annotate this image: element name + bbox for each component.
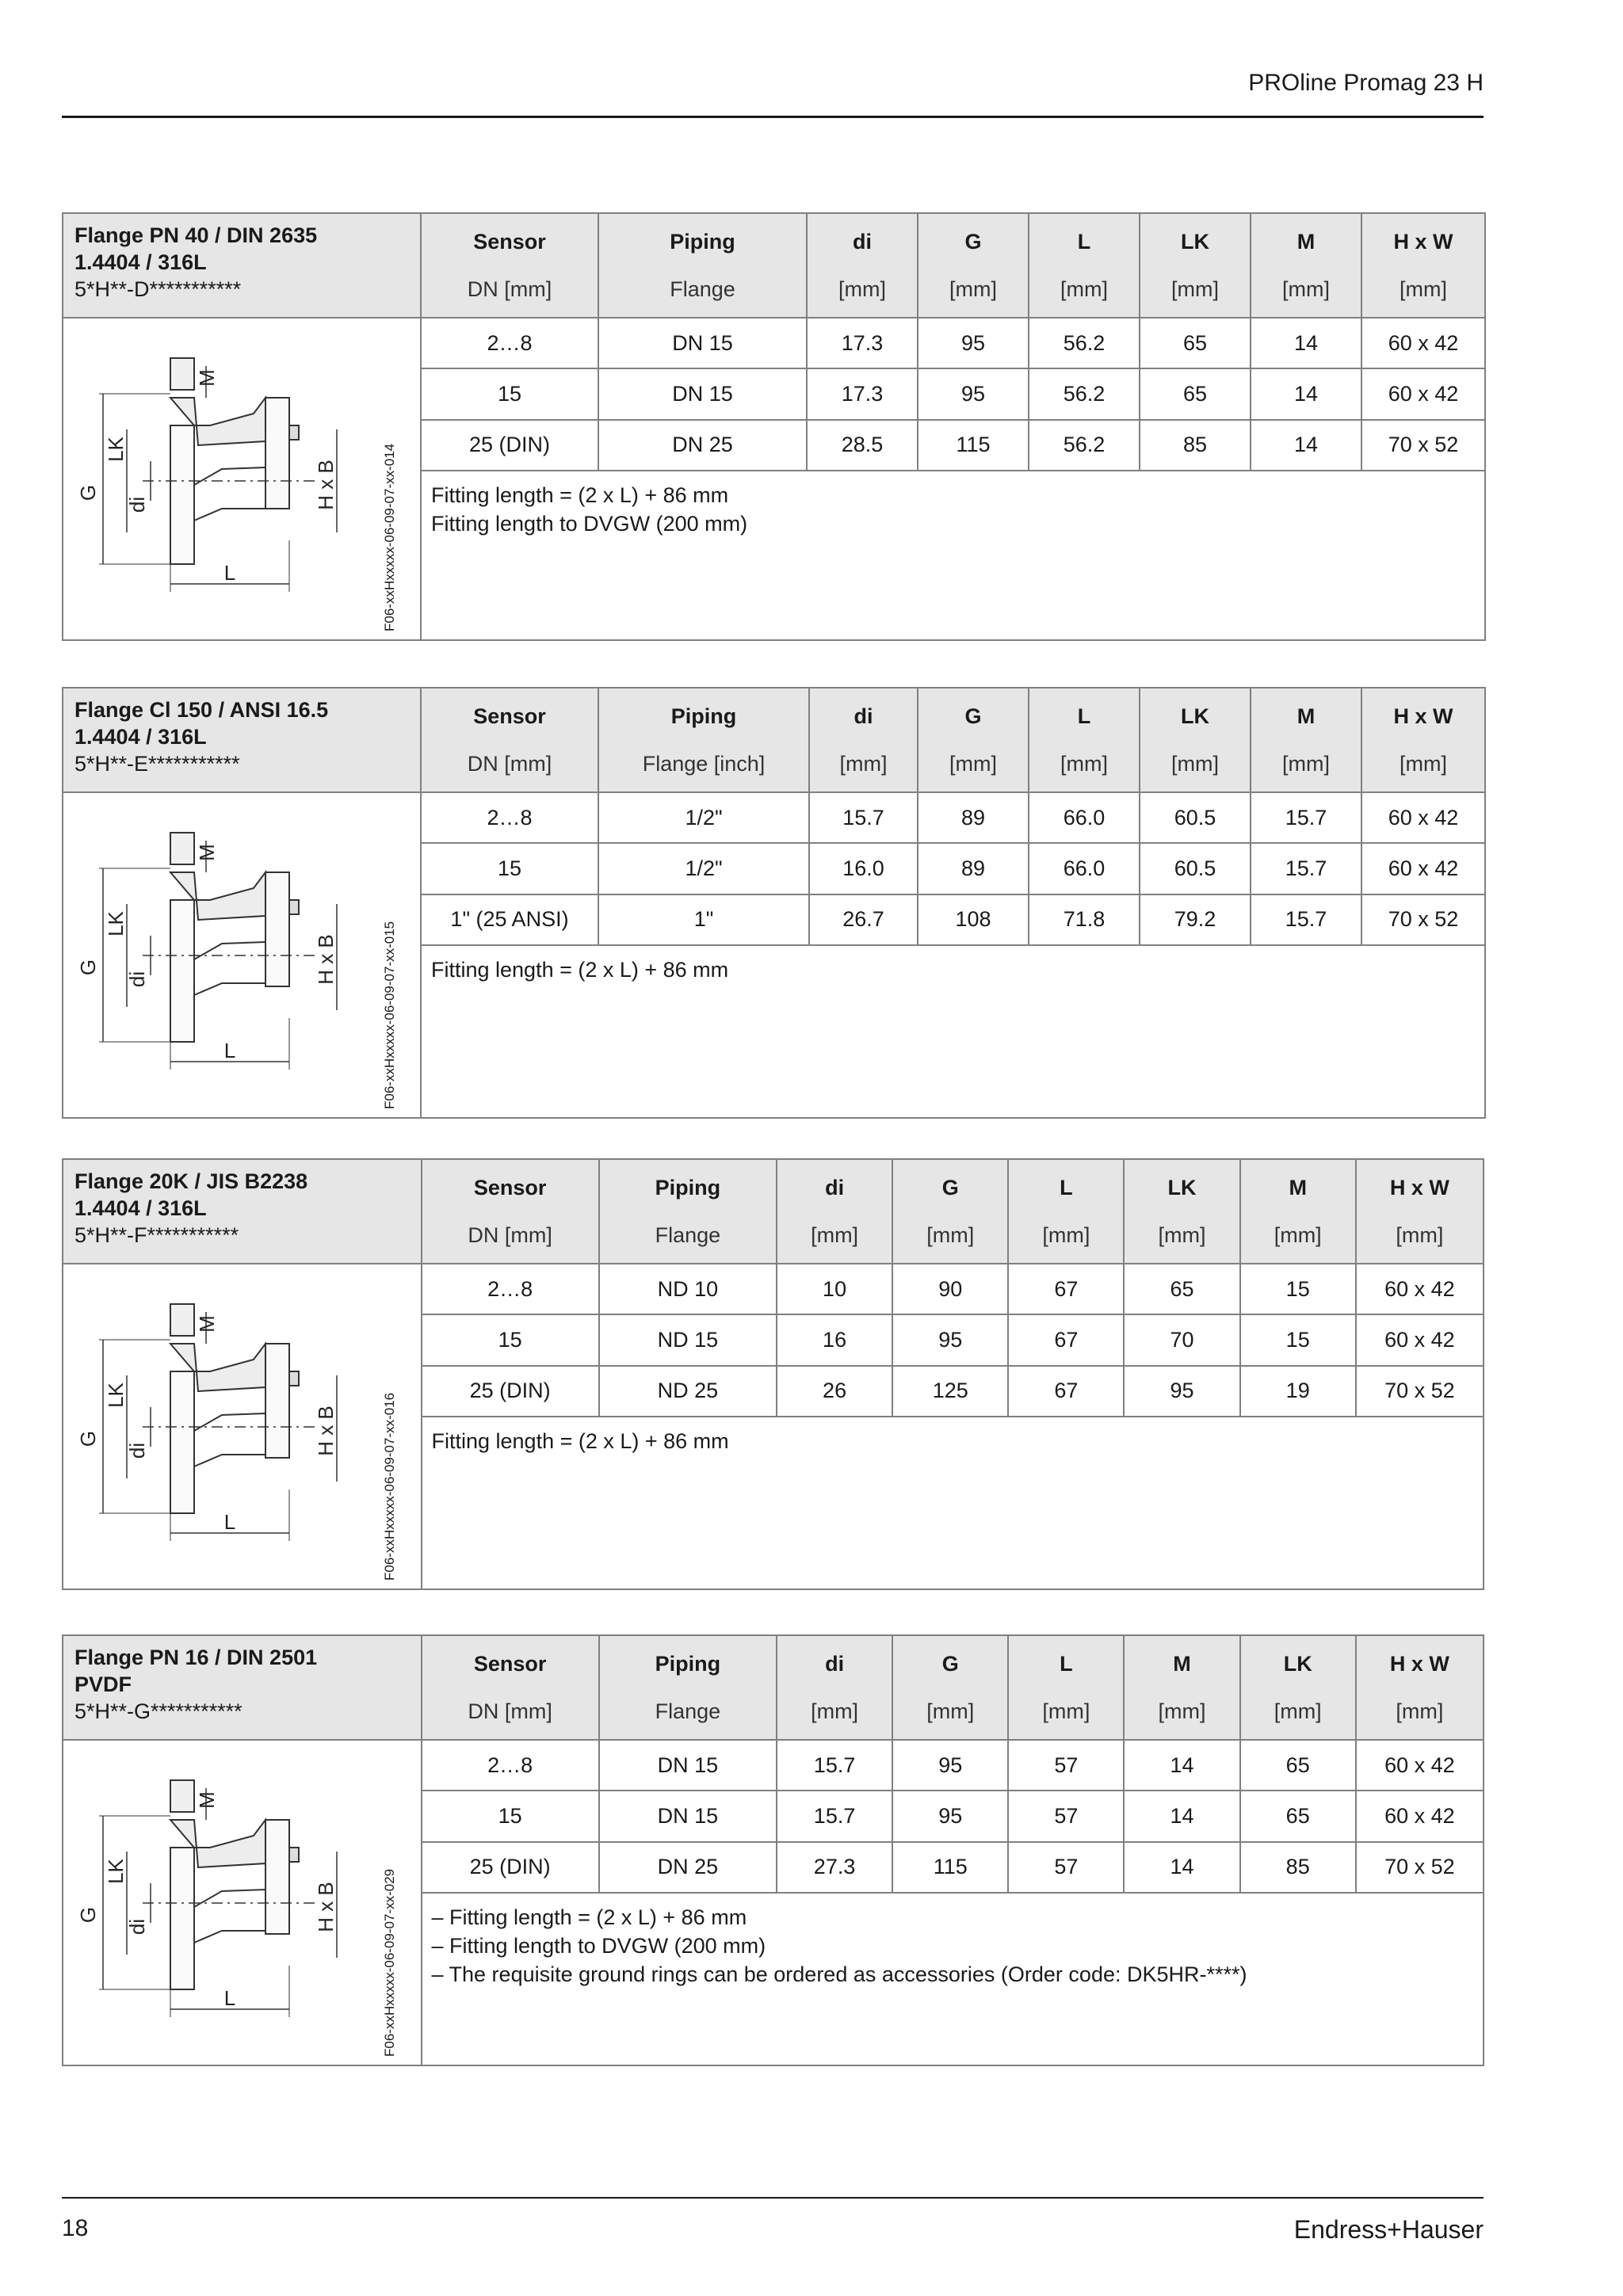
flange-drawing bbox=[63, 1264, 420, 1589]
column-header: L bbox=[1008, 1635, 1124, 1684]
table-cell: 17.3 bbox=[807, 368, 918, 419]
label-g: G bbox=[76, 484, 100, 502]
table-cell: 15.7 bbox=[1251, 843, 1361, 894]
table-cell: DN 25 bbox=[599, 1842, 777, 1893]
table-cell: 57 bbox=[1008, 1791, 1124, 1841]
note-line: – The requisite ground rings can be ordered as accessories (Order code: DK5HR-****) bbox=[431, 1962, 1247, 1986]
flange-drawing bbox=[63, 318, 420, 639]
table-cell: 15 bbox=[421, 368, 598, 419]
table-cell: 70 x 52 bbox=[1361, 894, 1485, 945]
column-header: L bbox=[1008, 1159, 1124, 1208]
table-cell: 60.5 bbox=[1140, 843, 1251, 894]
table-cell: 67 bbox=[1008, 1366, 1124, 1417]
column-header: G bbox=[892, 1635, 1008, 1684]
table-title-line: 1.4404 / 316L bbox=[74, 250, 207, 274]
table-cell: 125 bbox=[892, 1366, 1008, 1417]
column-header: H x W bbox=[1361, 688, 1485, 737]
drawing-cell bbox=[63, 792, 421, 1118]
flange-plate-right bbox=[265, 398, 289, 509]
table-title-line: PVDF bbox=[74, 1672, 132, 1696]
note-line: Fitting length = (2 x L) + 86 mm bbox=[431, 957, 729, 982]
flange-top-hub bbox=[170, 833, 194, 864]
column-header: Piping bbox=[599, 1635, 777, 1684]
table-cell: 89 bbox=[918, 843, 1029, 894]
column-header: Piping bbox=[599, 1159, 777, 1208]
drawing-cell bbox=[63, 1740, 422, 2065]
flange-plate-right bbox=[265, 1344, 289, 1458]
column-unit: [mm] bbox=[1361, 737, 1485, 792]
column-header: G bbox=[892, 1159, 1008, 1208]
table-cell: 95 bbox=[918, 368, 1029, 419]
flange-drawing bbox=[63, 793, 420, 1117]
flange-dimension-table bbox=[62, 1158, 1484, 1590]
table-cell: 57 bbox=[1008, 1842, 1124, 1893]
table-cell: DN 15 bbox=[599, 1740, 777, 1791]
column-unit: [mm] bbox=[1029, 262, 1140, 318]
table-cell: 15.7 bbox=[777, 1740, 892, 1791]
table-cell: 14 bbox=[1251, 318, 1361, 368]
table-cell: 15 bbox=[1240, 1264, 1356, 1314]
flange-top-hub bbox=[170, 358, 194, 390]
table-notes bbox=[421, 471, 1485, 640]
label-hxb: H x B bbox=[314, 1882, 338, 1932]
column-unit: [mm] bbox=[1356, 1208, 1484, 1264]
table-cell: 15 bbox=[422, 1791, 599, 1841]
ground-screw bbox=[289, 425, 299, 440]
table-cell: 2…8 bbox=[422, 1264, 599, 1314]
label-m: M bbox=[195, 1315, 219, 1333]
table-row bbox=[63, 1740, 1484, 1791]
flange-plate-left bbox=[170, 1848, 194, 1989]
table-cell: 60 x 42 bbox=[1356, 1314, 1484, 1365]
column-unit: Flange bbox=[598, 262, 807, 318]
column-header: Sensor bbox=[421, 213, 598, 262]
table-cell: 1/2" bbox=[598, 792, 809, 843]
flange-top-hub bbox=[170, 1304, 194, 1336]
order-code: 5*H**-F*********** bbox=[74, 1223, 239, 1247]
table-cell: ND 15 bbox=[599, 1314, 777, 1365]
ground-screw bbox=[289, 1371, 299, 1386]
table-title-line: 1.4404 / 316L bbox=[74, 1196, 207, 1220]
table-cell: 14 bbox=[1124, 1842, 1239, 1893]
table-cell: 70 x 52 bbox=[1356, 1366, 1484, 1417]
column-header: LK bbox=[1140, 213, 1251, 262]
table-cell: 95 bbox=[1124, 1366, 1239, 1417]
table-cell: 26 bbox=[777, 1366, 892, 1417]
column-header: Sensor bbox=[421, 688, 598, 737]
running-header-title: PROline Promag 23 H bbox=[1248, 70, 1484, 96]
column-unit: [mm] bbox=[777, 1684, 892, 1740]
table-cell: 56.2 bbox=[1029, 368, 1140, 419]
table-cell: 108 bbox=[918, 894, 1029, 945]
table-cell: 2…8 bbox=[422, 1740, 599, 1791]
table-cell: 60 x 42 bbox=[1356, 1264, 1484, 1314]
table-cell: 95 bbox=[892, 1791, 1008, 1841]
table-cell: 1" bbox=[598, 894, 809, 945]
table-cell: 14 bbox=[1251, 420, 1361, 471]
column-unit: [mm] bbox=[1140, 262, 1251, 318]
column-header: LK bbox=[1140, 688, 1251, 737]
table-cell: 56.2 bbox=[1029, 420, 1140, 471]
label-lk: LK bbox=[104, 911, 128, 936]
column-unit: [mm] bbox=[1008, 1208, 1124, 1264]
table-title-block bbox=[63, 213, 421, 318]
table-cell: 27.3 bbox=[777, 1842, 892, 1893]
column-header: Piping bbox=[598, 688, 809, 737]
label-lk: LK bbox=[104, 1859, 128, 1884]
flange-plate-right bbox=[265, 1820, 289, 1934]
label-m: M bbox=[195, 844, 219, 861]
table-cell: 60 x 42 bbox=[1361, 368, 1485, 419]
table-cell: 25 (DIN) bbox=[422, 1842, 599, 1893]
column-header: di bbox=[807, 213, 918, 262]
column-unit: [mm] bbox=[1356, 1684, 1484, 1740]
table-cell: 15 bbox=[1240, 1314, 1356, 1365]
table-cell: 65 bbox=[1140, 318, 1251, 368]
note-line: Fitting length = (2 x L) + 86 mm bbox=[431, 1428, 729, 1453]
table-title-line: Flange Cl 150 / ANSI 16.5 bbox=[74, 698, 329, 722]
table-title-line: Flange PN 40 / DIN 2635 bbox=[74, 223, 318, 247]
table-cell: 57 bbox=[1008, 1740, 1124, 1791]
figure-code: F06-xxHxxxxx-06-09-07-xx-029 bbox=[382, 1868, 397, 2057]
column-unit: [mm] bbox=[892, 1208, 1008, 1264]
column-unit: [mm] bbox=[918, 262, 1029, 318]
column-unit: [mm] bbox=[918, 737, 1029, 792]
label-di: di bbox=[125, 1442, 149, 1459]
column-unit: [mm] bbox=[1124, 1208, 1239, 1264]
table-cell: 10 bbox=[777, 1264, 892, 1314]
table-cell: 67 bbox=[1008, 1314, 1124, 1365]
note-line: – Fitting length = (2 x L) + 86 mm bbox=[431, 1905, 747, 1929]
drawing-cell bbox=[63, 318, 421, 640]
table-cell: 17.3 bbox=[807, 318, 918, 368]
pipe-taper bbox=[194, 1890, 265, 1943]
column-unit: [mm] bbox=[1008, 1684, 1124, 1740]
flange-plate-left bbox=[170, 425, 194, 564]
table-cell: DN 15 bbox=[599, 1791, 777, 1841]
column-header: M bbox=[1124, 1635, 1239, 1684]
table-title-block bbox=[63, 1159, 422, 1264]
column-header: M bbox=[1251, 688, 1361, 737]
label-di: di bbox=[125, 1918, 149, 1936]
order-code: 5*H**-G*********** bbox=[74, 1699, 242, 1723]
table-cell: 67 bbox=[1008, 1264, 1124, 1314]
column-header: H x W bbox=[1356, 1159, 1484, 1208]
figure-code: F06-xxHxxxxx-06-09-07-xx-015 bbox=[382, 921, 397, 1109]
column-unit: [mm] bbox=[1029, 737, 1140, 792]
table-cell: 14 bbox=[1124, 1791, 1239, 1841]
ground-screw bbox=[289, 1848, 299, 1862]
footer-rule bbox=[62, 2197, 1484, 2199]
column-unit: [mm] bbox=[807, 262, 918, 318]
note-line: Fitting length to DVGW (200 mm) bbox=[431, 511, 748, 536]
table-cell: 115 bbox=[918, 420, 1029, 471]
table-cell: 15 bbox=[421, 843, 598, 894]
column-unit: [mm] bbox=[1361, 262, 1485, 318]
flange-top-hub bbox=[170, 1780, 194, 1812]
column-unit: DN [mm] bbox=[422, 1208, 599, 1264]
table-cell: 28.5 bbox=[807, 420, 918, 471]
header-rule bbox=[62, 116, 1484, 118]
table-cell: 79.2 bbox=[1140, 894, 1251, 945]
table-cell: 70 x 52 bbox=[1356, 1842, 1484, 1893]
table-cell: 16.0 bbox=[809, 843, 918, 894]
flange-dimension-table bbox=[62, 1634, 1484, 2066]
table-cell: 15.7 bbox=[777, 1791, 892, 1841]
figure-code: F06-xxHxxxxx-06-09-07-xx-014 bbox=[382, 443, 397, 631]
column-header: M bbox=[1240, 1159, 1356, 1208]
column-header: LK bbox=[1124, 1159, 1239, 1208]
label-lk: LK bbox=[104, 437, 128, 462]
table-cell: 26.7 bbox=[809, 894, 918, 945]
column-header: di bbox=[809, 688, 918, 737]
table-cell: 2…8 bbox=[421, 792, 598, 843]
table-cell: 85 bbox=[1240, 1842, 1356, 1893]
table-cell: 16 bbox=[777, 1314, 892, 1365]
table-title-line: Flange PN 16 / DIN 2501 bbox=[74, 1646, 318, 1669]
label-m: M bbox=[195, 1791, 219, 1809]
column-unit: DN [mm] bbox=[421, 262, 598, 318]
table-cell: 65 bbox=[1240, 1740, 1356, 1791]
table-cell: 66.0 bbox=[1029, 843, 1140, 894]
column-unit: Flange [inch] bbox=[598, 737, 809, 792]
table-cell: 15.7 bbox=[1251, 894, 1361, 945]
table-cell: 95 bbox=[892, 1314, 1008, 1365]
page-number: 18 bbox=[62, 2215, 89, 2241]
column-header: G bbox=[918, 688, 1029, 737]
column-unit: [mm] bbox=[1140, 737, 1251, 792]
flange-plate-left bbox=[170, 900, 194, 1042]
table-cell: 90 bbox=[892, 1264, 1008, 1314]
table-cell: 60 x 42 bbox=[1356, 1791, 1484, 1841]
column-header: L bbox=[1029, 213, 1140, 262]
flange-plate-right bbox=[265, 872, 289, 986]
pipe-taper bbox=[194, 467, 265, 521]
table-cell: 65 bbox=[1124, 1264, 1239, 1314]
table-notes bbox=[422, 1417, 1484, 1589]
table-cell: ND 10 bbox=[599, 1264, 777, 1314]
table-cell: 95 bbox=[918, 318, 1029, 368]
flange-dimension-table bbox=[62, 212, 1486, 641]
label-di: di bbox=[125, 971, 149, 988]
label-g: G bbox=[76, 1430, 100, 1447]
table-title-block bbox=[63, 1635, 422, 1740]
column-header: LK bbox=[1240, 1635, 1356, 1684]
order-code: 5*H**-D*********** bbox=[74, 277, 242, 301]
table-cell: DN 15 bbox=[598, 368, 807, 419]
ground-screw bbox=[289, 900, 299, 914]
table-cell: 15.7 bbox=[809, 792, 918, 843]
table-cell: 60.5 bbox=[1140, 792, 1251, 843]
figure-code: F06-xxHxxxxx-06-09-07-xx-016 bbox=[382, 1392, 397, 1581]
column-unit: [mm] bbox=[777, 1208, 892, 1264]
flange-drawing bbox=[63, 1741, 420, 2065]
table-cell: 70 bbox=[1124, 1314, 1239, 1365]
drawing-cell bbox=[63, 1264, 422, 1589]
table-cell: 95 bbox=[892, 1740, 1008, 1791]
column-header: H x W bbox=[1356, 1635, 1484, 1684]
table-row bbox=[63, 792, 1485, 843]
column-unit: [mm] bbox=[1240, 1684, 1356, 1740]
column-header: Sensor bbox=[422, 1635, 599, 1684]
table-cell: ND 25 bbox=[599, 1366, 777, 1417]
table-cell: 60 x 42 bbox=[1361, 792, 1485, 843]
table-cell: 19 bbox=[1240, 1366, 1356, 1417]
column-unit: [mm] bbox=[1240, 1208, 1356, 1264]
label-lk: LK bbox=[104, 1383, 128, 1408]
table-cell: 14 bbox=[1124, 1740, 1239, 1791]
table-row bbox=[63, 318, 1485, 368]
label-g: G bbox=[76, 959, 100, 976]
column-unit: [mm] bbox=[892, 1684, 1008, 1740]
table-cell: 60 x 42 bbox=[1361, 318, 1485, 368]
column-header: H x W bbox=[1361, 213, 1485, 262]
column-header: G bbox=[918, 213, 1029, 262]
column-header: Piping bbox=[598, 213, 807, 262]
label-l: L bbox=[223, 1986, 236, 2010]
label-hxb: H x B bbox=[314, 934, 338, 985]
table-cell: 14 bbox=[1251, 368, 1361, 419]
table-title-line: Flange 20K / JIS B2238 bbox=[74, 1169, 308, 1193]
note-line: Fitting length = (2 x L) + 86 mm bbox=[431, 482, 729, 507]
table-cell: 15 bbox=[422, 1314, 599, 1365]
column-unit: DN [mm] bbox=[421, 737, 598, 792]
table-cell: 1" (25 ANSI) bbox=[421, 894, 598, 945]
table-cell: 115 bbox=[892, 1842, 1008, 1893]
table-title-line: 1.4404 / 316L bbox=[74, 725, 207, 749]
column-unit: [mm] bbox=[1251, 262, 1361, 318]
label-l: L bbox=[223, 561, 236, 585]
table-cell: 89 bbox=[918, 792, 1029, 843]
column-unit: DN [mm] bbox=[422, 1684, 599, 1740]
table-cell: DN 25 bbox=[598, 420, 807, 471]
table-cell: 56.2 bbox=[1029, 318, 1140, 368]
label-di: di bbox=[125, 496, 149, 513]
table-cell: 71.8 bbox=[1029, 894, 1140, 945]
label-hxb: H x B bbox=[314, 460, 338, 510]
column-unit: [mm] bbox=[1251, 737, 1361, 792]
table-notes bbox=[421, 945, 1485, 1118]
flange-dimension-table bbox=[62, 687, 1486, 1119]
column-unit: Flange bbox=[599, 1208, 777, 1264]
table-cell: 25 (DIN) bbox=[421, 420, 598, 471]
table-notes bbox=[422, 1893, 1484, 2065]
note-line: – Fitting length to DVGW (200 mm) bbox=[431, 1933, 766, 1958]
label-m: M bbox=[195, 369, 219, 387]
column-unit: [mm] bbox=[1124, 1684, 1239, 1740]
table-cell: 2…8 bbox=[421, 318, 598, 368]
table-cell: 70 x 52 bbox=[1361, 420, 1485, 471]
column-header: M bbox=[1251, 213, 1361, 262]
column-header: Sensor bbox=[422, 1159, 599, 1208]
table-cell: 65 bbox=[1140, 368, 1251, 419]
column-header: L bbox=[1029, 688, 1140, 737]
table-cell: DN 15 bbox=[598, 318, 807, 368]
column-unit: [mm] bbox=[809, 737, 918, 792]
table-cell: 25 (DIN) bbox=[422, 1366, 599, 1417]
label-l: L bbox=[223, 1510, 236, 1534]
label-l: L bbox=[223, 1039, 236, 1062]
order-code: 5*H**-E*********** bbox=[74, 752, 240, 776]
table-title-block bbox=[63, 688, 421, 792]
table-cell: 85 bbox=[1140, 420, 1251, 471]
pipe-taper bbox=[194, 1413, 265, 1466]
column-header: di bbox=[777, 1635, 892, 1684]
brand-name: Endress+Hauser bbox=[1293, 2215, 1484, 2244]
table-cell: 66.0 bbox=[1029, 792, 1140, 843]
label-hxb: H x B bbox=[314, 1405, 338, 1456]
pipe-taper bbox=[194, 942, 265, 995]
column-unit: Flange bbox=[599, 1684, 777, 1740]
table-cell: 1/2" bbox=[598, 843, 809, 894]
label-g: G bbox=[76, 1906, 100, 1924]
flange-plate-left bbox=[170, 1371, 194, 1513]
table-cell: 60 x 42 bbox=[1361, 843, 1485, 894]
table-cell: 60 x 42 bbox=[1356, 1740, 1484, 1791]
table-cell: 15.7 bbox=[1251, 792, 1361, 843]
table-cell: 65 bbox=[1240, 1791, 1356, 1841]
table-row bbox=[63, 1264, 1484, 1314]
column-header: di bbox=[777, 1159, 892, 1208]
